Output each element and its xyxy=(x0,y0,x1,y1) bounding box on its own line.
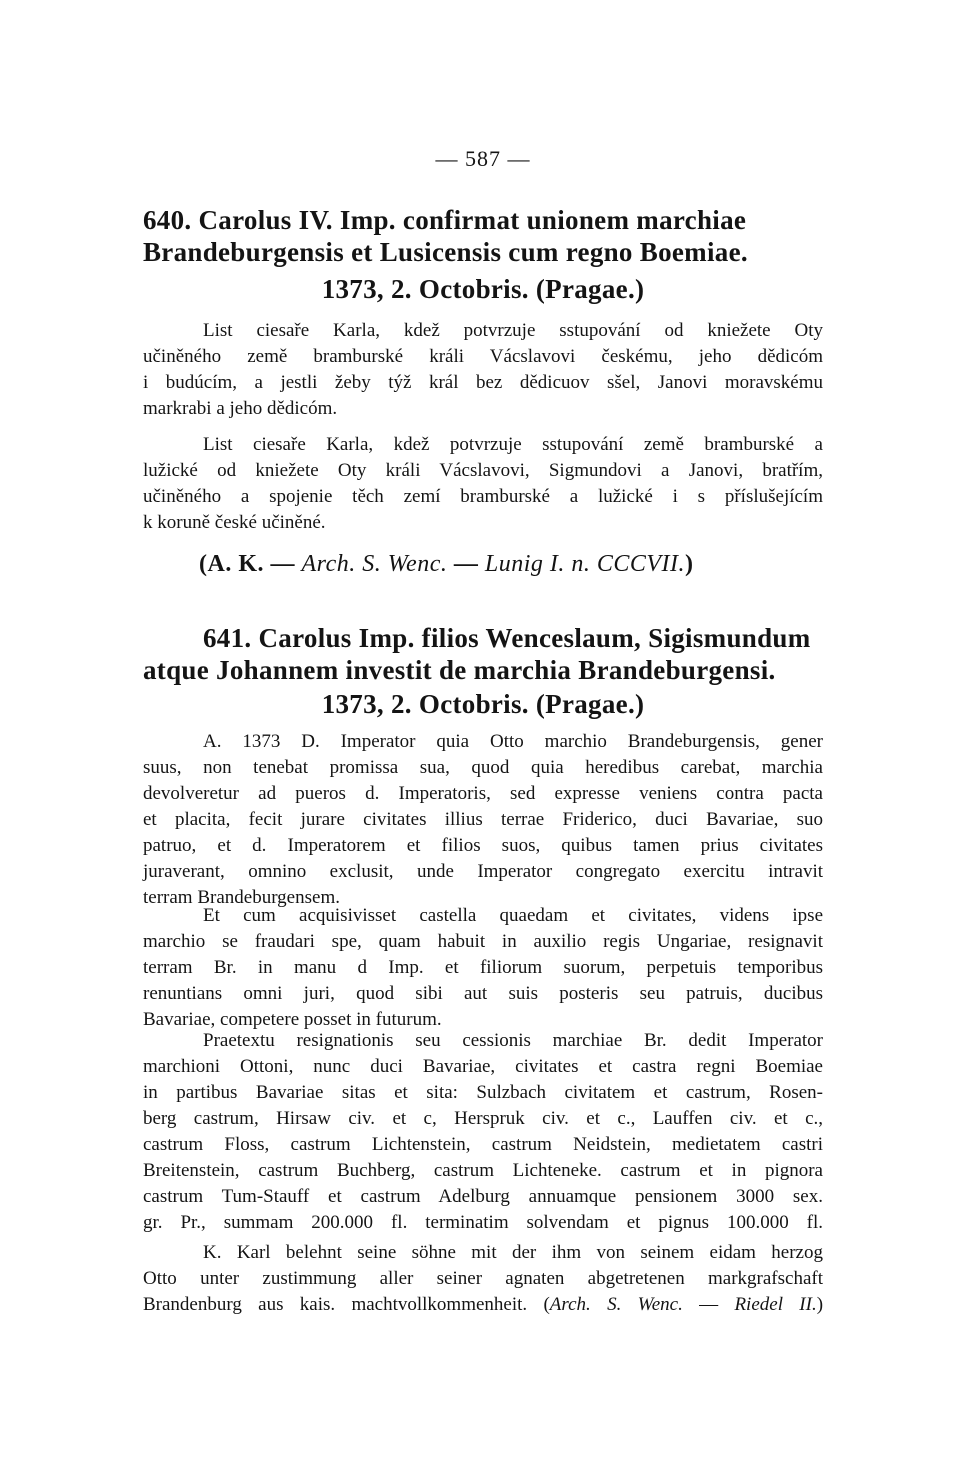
text-line: marchio se fraudari spe, quam habuit in auxilio regis Ungariae, resignavit xyxy=(143,931,823,952)
text-line: k koruně české učiněné. xyxy=(143,512,326,533)
title-line: 640. Carolus IV. Imp. confirmat unionem marchiae xyxy=(143,205,747,235)
text-line: učiněného země bramburské králi Vácslavovi českému, jeho dědicóm xyxy=(143,346,823,367)
title-line: atque Johannem investit de marchia Brandeburgensi. xyxy=(143,655,776,685)
source-riedel: Riedel II. xyxy=(734,1294,817,1315)
text-line-with-source xyxy=(143,1292,823,1318)
title-date-line: 1373, 2. Octobris. (Pragae.) xyxy=(321,689,645,719)
text-line: Breitenstein, castrum Buchberg, castrum Lichteneke. castrum et in pignora xyxy=(143,1160,823,1181)
source-lunig: Lunig I. n. CCCVII. xyxy=(484,551,686,577)
title-date-line: 1373, 2. Octobris. (Pragae.) xyxy=(321,274,645,304)
text-line: terram Brandeburgensem. xyxy=(143,887,340,908)
entry-641-title xyxy=(143,622,823,720)
text-line: List ciesaře Karla, kdež potvrzuje sstupování země bramburské a xyxy=(203,434,823,455)
text-line: berg castrum, Hirsaw civ. et c, Herspruk civ. et c., Lauffen civ. et c., xyxy=(143,1108,823,1129)
text-line: terram Br. in manu d Imp. et filiorum suorum, perpetuis temporibus xyxy=(143,957,823,978)
text-line: Bavariae, competere posset in futurum. xyxy=(143,1009,442,1030)
source-archive: Arch. S. Wenc. xyxy=(549,1294,683,1315)
text-fragment: Brandenburg aus kais. machtvollkommenheit. ( xyxy=(143,1294,550,1315)
source-archive: Arch. S. Wenc. xyxy=(301,551,448,577)
page-number: — 587 — xyxy=(435,146,531,171)
text-line: suus, non tenebat promissa sua, quod quia heredibus carebat, marchia xyxy=(143,757,823,778)
entry-640-source-reference xyxy=(199,551,694,578)
text-fragment: ) xyxy=(816,1294,824,1315)
entry-641-paragraph-2 xyxy=(143,903,823,1033)
text-line: List ciesaře Karla, kdež potvrzuje sstupování od kniežete Oty xyxy=(203,320,823,341)
entry-640-paragraph-1 xyxy=(143,318,823,422)
text-line: Praetextu resignationis seu cessionis marchiae Br. dedit Imperator xyxy=(203,1030,823,1051)
entry-641-paragraph-4 xyxy=(143,1240,823,1318)
text-line: castrum Tum-Stauff et castrum Adelburg annuamque pensionem 3000 sex. xyxy=(143,1186,823,1207)
entry-641-paragraph-1 xyxy=(143,729,823,911)
entry-641-paragraph-3 xyxy=(143,1028,823,1236)
title-line: 641. Carolus Imp. filios Wenceslaum, Sigismundum xyxy=(203,623,811,653)
text-line: A. 1373 D. Imperator quia Otto marchio Brandeburgensis, gener xyxy=(203,731,823,752)
text-fragment: — xyxy=(682,1294,735,1315)
text-line: marchioni Ottoni, nunc duci Bavariae, civitates et castra regni Boemiae xyxy=(143,1056,823,1077)
text-line: devolveretur ad pueros d. Imperatoris, sed expresse veniens contra pacta xyxy=(143,783,823,804)
text-line: markrabi a jeho dědicóm. xyxy=(143,398,338,419)
title-line: Brandeburgensis et Lusicensis cum regno Boemiae. xyxy=(143,237,748,267)
text-line: učiněného a spojenie těch zemí bramburské a lužické i s příslušejícím xyxy=(143,486,823,507)
text-line: patruo, et d. Imperatorem et filios suos, quibus tamen prius civitates xyxy=(143,835,823,856)
text-line: i budúcím, a jestli žeby týž král bez dědicuov sšel, Janovi moravskému xyxy=(143,372,823,393)
text-line: Otto unter zustimmung aller seiner agnaten abgetretenen markgrafschaft xyxy=(143,1268,823,1289)
text-line: lužické od kniežete Oty králi Vácslavovi, Sigmundovi a Janovi, bratřím, xyxy=(143,460,823,481)
text-line: gr. Pr., summam 200.000 fl. terminatim solvendam et pignus 100.000 fl. xyxy=(143,1212,823,1233)
entry-640-title xyxy=(143,204,823,305)
entry-640-paragraph-2 xyxy=(143,432,823,536)
text-line: castrum Floss, castrum Lichtenstein, castrum Neidstein, medietatem castri xyxy=(143,1134,823,1155)
source-part: ) xyxy=(685,551,694,577)
text-line: K. Karl belehnt seine söhne mit der ihm von seinem eidam herzog xyxy=(203,1242,823,1263)
source-part: (A. K. — xyxy=(199,551,302,577)
text-line: et placita, fecit jurare civitates illius terrae Friderico, duci Bavariae, suo xyxy=(143,809,823,830)
text-line: juraverant, omnino exclusit, unde Imperator congregato exercitu intravit xyxy=(143,861,823,882)
text-line: Et cum acquisivisset castella quaedam et civitates, videns ipse xyxy=(203,905,823,926)
text-line: in partibus Bavariae sitas et sita: Sulzbach civitatem et castrum, Rosen- xyxy=(143,1082,823,1103)
text-line: renuntians omni juri, quod sibi aut suis posteris seu patruis, ducibus xyxy=(143,983,823,1004)
source-part: — xyxy=(447,551,485,577)
